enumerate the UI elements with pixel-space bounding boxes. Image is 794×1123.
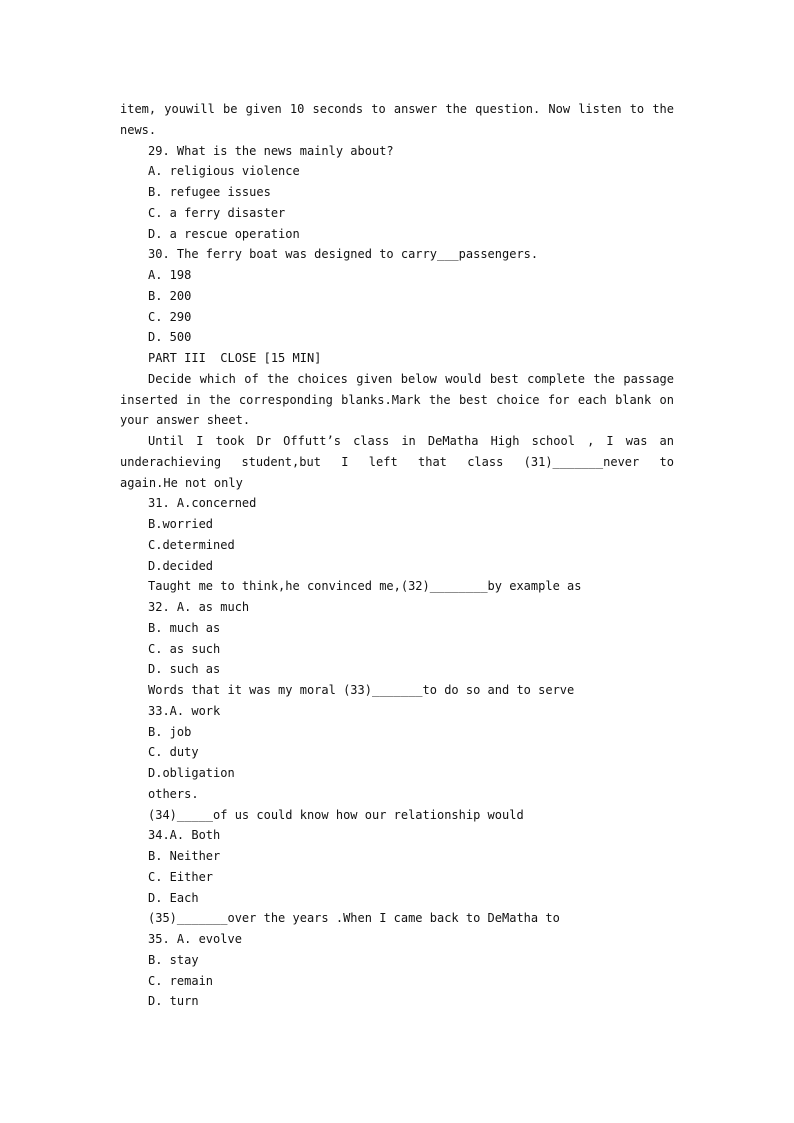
text-line [0, 431, 794, 452]
text-line: B. job [148, 724, 192, 739]
text-line: B. 200 [148, 288, 192, 303]
text-line: D. a rescue operation [148, 226, 300, 241]
text-line: 34.A. Both [148, 828, 221, 843]
text-line: Words that it was my moral (33)_______to do so and to serve [148, 683, 575, 697]
text-line: Taught me to think,he convinced me,(32)________by example as [148, 579, 582, 594]
text-line: B. stay [148, 952, 199, 967]
text-line-content: Until I took Dr Offutt’s class in DeMatha High school , I was an [148, 434, 674, 448]
text-line [0, 390, 794, 411]
text-line [0, 369, 794, 390]
text-line: 29. What is the news mainly about? [148, 143, 394, 158]
text-line-content: inserted in the corresponding blanks.Mark the best choice for each blank on [120, 392, 674, 407]
text-line: D. 500 [148, 330, 192, 345]
text-line: C.determined [148, 537, 235, 552]
text-line: B. Neither [148, 849, 221, 863]
text-line: C. 290 [148, 309, 192, 324]
text-line: C. remain [148, 973, 214, 988]
text-line: D. such as [148, 662, 221, 677]
text-line: C. duty [148, 745, 199, 760]
text-line: PART III CLOSE [15 MIN] [148, 351, 322, 365]
text-line: A. 198 [148, 268, 192, 282]
text-line: 33.A. work [148, 703, 221, 718]
text-line: C. Either [148, 869, 214, 884]
text-line: news. [120, 122, 157, 137]
text-line: D.obligation [148, 766, 235, 780]
text-line: C. as such [148, 641, 221, 656]
text-line-content: underachieving student,but I left that class (31)_______never to [120, 454, 674, 469]
text-line: B.worried [148, 517, 214, 531]
text-line: C. a ferry disaster [148, 205, 286, 220]
text-line: 30. The ferry boat was designed to carry___passengers. [148, 247, 539, 262]
text-line: D. turn [148, 994, 199, 1009]
text-line: again.He not only [120, 475, 243, 490]
text-line: A. religious violence [148, 164, 300, 179]
text-line: 31. A.concerned [148, 496, 257, 511]
text-line: B. much as [148, 620, 221, 635]
text-line: D. Each [148, 890, 199, 905]
text-line: (34)_____of us could know how our relationship would [148, 807, 524, 822]
text-line: 32. A. as much [148, 600, 250, 614]
text-line: 35. A. evolve [148, 932, 242, 946]
document-page [0, 99, 794, 1012]
text-line-content: item, youwill be given 10 seconds to answer the question. Now listen to the [120, 102, 674, 116]
text-line [0, 452, 794, 473]
text-line: B. refugee issues [148, 185, 271, 199]
text-line [0, 99, 794, 120]
text-line: D.decided [148, 558, 214, 573]
text-line: your answer sheet. [120, 413, 251, 428]
text-line: others. [148, 786, 199, 801]
text-line-content: Decide which of the choices given below would best complete the passage [148, 371, 674, 386]
text-line: (35)_______over the years .When I came back to DeMatha to [148, 911, 560, 926]
